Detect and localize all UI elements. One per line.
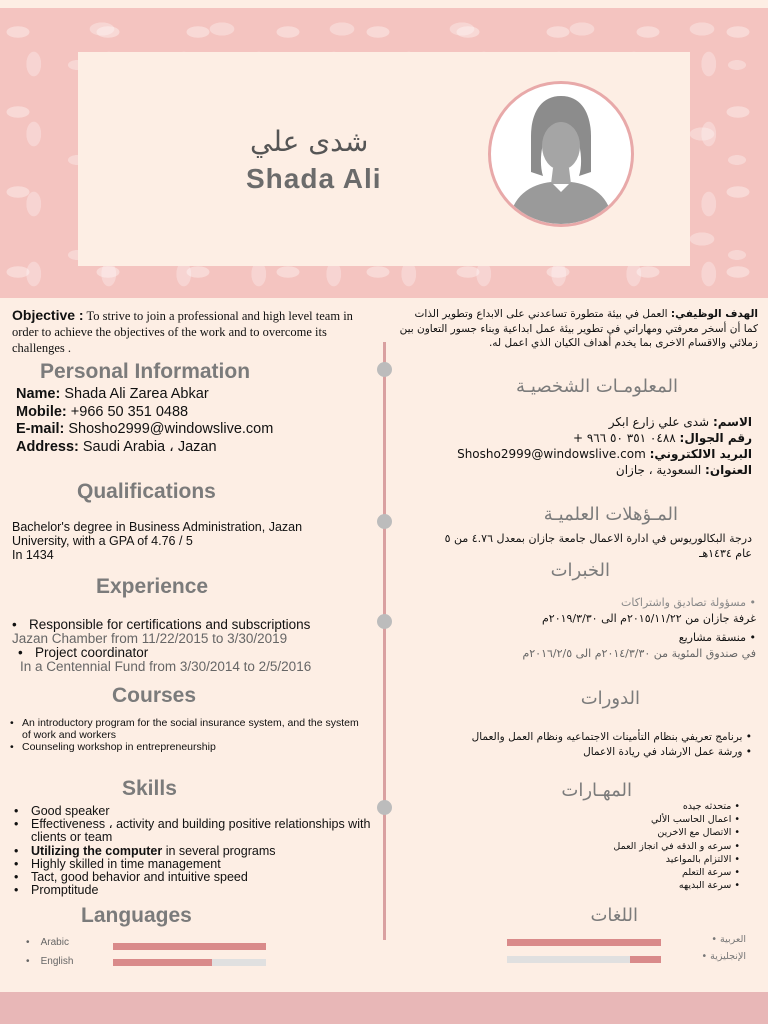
skill-item: • Utilizing the computer in several programs — [14, 845, 374, 858]
languages-heading: Languages — [81, 904, 192, 927]
experience-detail-ar: في صندوق المئوية من ٢٠١٤/٣/٣٠م الى ٢٠١٦/٢/٥م — [522, 646, 756, 660]
experience-heading-ar: الخبرات — [550, 560, 610, 581]
experience-role-ar: • منسقة مشاريع — [678, 631, 756, 644]
name-arabic: شدى علي — [250, 125, 369, 158]
language-item: • English — [26, 956, 74, 967]
personal-info-arabic — [420, 414, 752, 478]
info-row-ar: الاسم: شدى علي زارع ابكر — [608, 415, 752, 429]
language-level-bar — [507, 956, 661, 963]
skill-item: • Promptitude — [14, 884, 374, 897]
info-row-ar: رقم الجوال: ٠٤٨٨ ٣٥١ ٥٠ ٩٦٦ + — [572, 431, 752, 445]
info-row-ar: العنوان: السعودية ، جازان — [615, 463, 752, 477]
objective-label-ar: الهدف الوظيفي: — [670, 308, 758, 320]
skills-heading-ar: المهـارات — [561, 780, 632, 801]
timeline-line — [383, 342, 386, 940]
skill-item-ar: • الالتزام بالمواعيد — [665, 853, 740, 865]
skill-item-ar: • الاتصال مع الاخرين — [657, 827, 740, 839]
timeline-dot — [377, 800, 392, 815]
skill-item: • Good speaker — [14, 805, 374, 818]
course-item: • An introductory program for the social insurance system, and the system of work and workers — [10, 717, 370, 741]
avatar — [488, 81, 634, 227]
courses-english — [10, 717, 370, 753]
qualifications-arabic: درجة البكالوريوس في ادارة الاعمال جامعة جازان بمعدل ٤.٧٦ من ٥ عام ١٤٣٤هـ — [444, 532, 752, 560]
skill-item: • Highly skilled in time management — [14, 858, 374, 871]
personal-info-english — [16, 386, 273, 456]
objective-text-ar: العمل في بيئة متطورة تساعدني على الابداع وتطوير الذات كما أن أسخر معرفتي ومهاراتي في تطوير بيئة عمل ابداعية وبناء جسور التعاون بين زملائي والاقسام الاخرى بما يخدم أهداف الكيان الذي اعمل له. — [399, 308, 758, 349]
skill-item-ar: • سرعة البديهه — [678, 880, 740, 892]
courses-heading-ar: الدورات — [580, 688, 640, 709]
courses-arabic — [440, 730, 752, 760]
language-level-bar — [507, 939, 661, 946]
objective-text: To strive to join a professional and high level team in order to achieve the objectives of the work and to overcome its challenges . — [12, 309, 353, 355]
experience-role: • Project coordinator — [18, 646, 372, 660]
skill-item-ar: • اعمال الحاسب الألي — [651, 814, 740, 826]
person-silhouette-icon — [491, 84, 631, 224]
info-row — [16, 439, 273, 457]
qualifications-heading: Qualifications — [77, 480, 216, 503]
info-value: +966 50 351 0488 — [70, 403, 189, 420]
info-label: Mobile: — [16, 403, 67, 420]
objective-arabic — [398, 307, 758, 351]
personal-info-heading: Personal Information — [40, 360, 251, 383]
qualification-text: Bachelor's degree in Business Administration, Jazan University, with a GPA of 4.76 / 5 — [12, 520, 303, 548]
skills-english — [14, 805, 374, 897]
skill-item-ar: • متحدثه جيده — [682, 801, 740, 812]
skill-item-ar: • سرعه و الدقه في انجاز العمل — [613, 840, 740, 852]
course-item: • Counseling workshop in entrepreneurship — [10, 741, 370, 753]
experience-detail-ar: غرفة جازان من ٢٠١٥/١١/٢٢م الى ٢٠١٩/٣/٣٠م — [541, 611, 756, 625]
qualifications-english — [12, 520, 342, 562]
info-value: Shada Ali Zarea Abkar — [64, 386, 209, 402]
course-item-ar: • ورشة عمل الارشاد في ريادة الاعمال — [583, 746, 752, 758]
timeline-dot — [377, 614, 392, 629]
email-value: Shosho2999@windowslive.com — [68, 421, 274, 437]
language-level-bar — [113, 959, 266, 966]
info-row — [16, 404, 273, 422]
info-label: Name: — [16, 386, 61, 402]
language-level-bar — [113, 943, 266, 950]
language-item-ar: الإنجليزية • — [701, 951, 746, 962]
skill-item: • Effectiveness ، activity and building positive relationships with clients or team — [14, 818, 374, 844]
language-item-ar: العربية • — [711, 934, 746, 945]
personal-info-heading-ar: المعلومـات الشخصيـة — [515, 376, 678, 397]
experience-detail: Jazan Chamber from 11/22/2015 to 3/30/2019 — [12, 631, 288, 646]
languages-heading-ar: اللغات — [590, 905, 638, 926]
info-label: Address: — [16, 438, 79, 455]
courses-heading: Courses — [112, 684, 197, 707]
skills-arabic — [560, 800, 740, 892]
qualifications-heading-ar: المـؤهلات العلميـة — [543, 504, 678, 525]
timeline-dot — [377, 362, 392, 377]
footer-band — [0, 992, 768, 1024]
experience-english — [12, 618, 372, 674]
course-item-ar: • برنامج تعريفي بنظام التأمينات الاجتماعيه ونظام العمل والعمال — [471, 731, 752, 743]
skill-item-ar: • سرعة التعلم — [681, 867, 740, 879]
objective-english — [12, 307, 364, 356]
experience-role: • Responsible for certifications and subscriptions — [12, 618, 372, 632]
language-item: • Arabic — [26, 937, 69, 948]
experience-arabic — [460, 595, 756, 661]
info-label: E-mail: — [16, 421, 65, 437]
objective-label: Objective : — [12, 307, 84, 323]
info-value: Saudi Arabia ، Jazan — [82, 438, 217, 455]
skills-heading: Skills — [122, 777, 177, 800]
name-english: Shada Ali — [246, 163, 382, 194]
header-banner — [0, 8, 768, 298]
experience-heading: Experience — [96, 575, 209, 598]
experience-role-ar: • مسؤولة تصاديق واشتراكات — [620, 596, 756, 609]
experience-detail: In a Centennial Fund from 3/30/2014 to 2/5/2016 — [20, 659, 312, 674]
info-row-ar: البريد الالكتروني: Shosho2999@windowslive.com — [457, 447, 752, 461]
info-row — [16, 421, 273, 439]
skill-item: • Tact, good behavior and intuitive speed — [14, 871, 374, 884]
timeline-dot — [377, 514, 392, 529]
info-row — [16, 386, 273, 404]
qualification-year: In 1434 — [12, 548, 54, 562]
